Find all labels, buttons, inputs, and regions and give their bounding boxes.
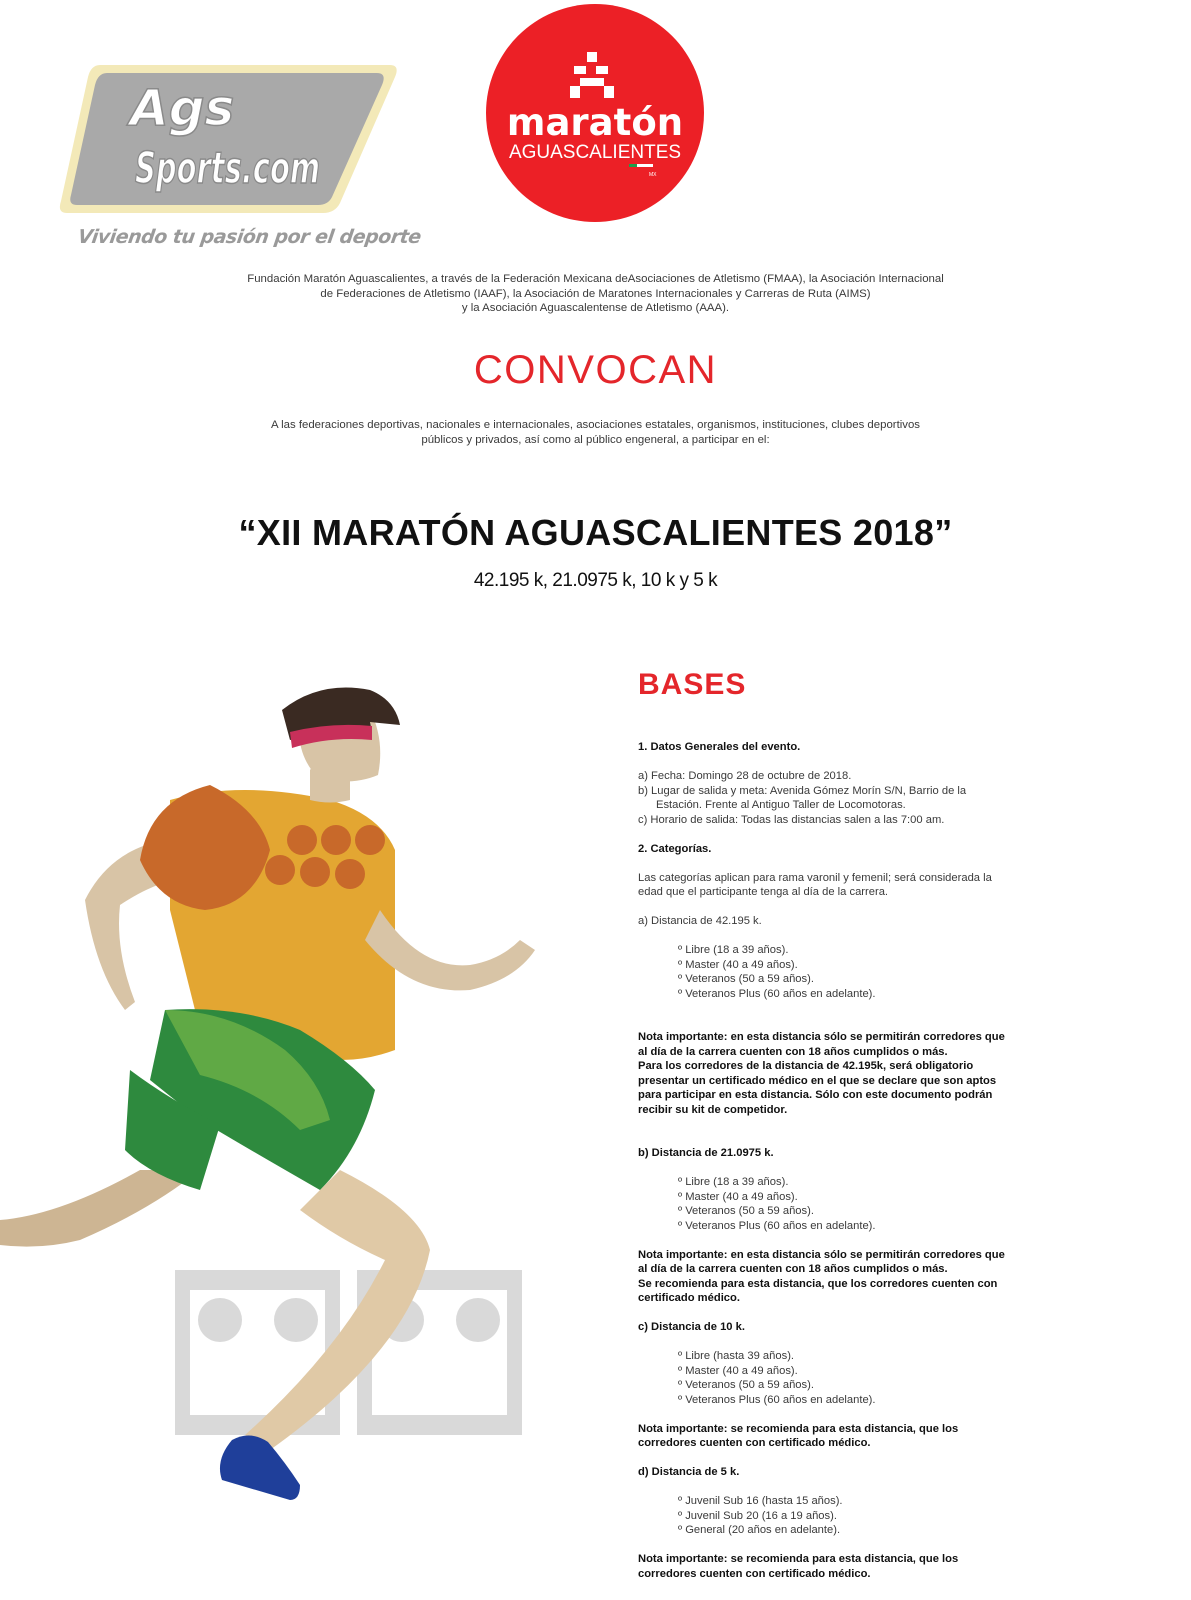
ags-logo-line1: Ags — [130, 79, 235, 137]
category-item: º Libre (18 a 39 años). — [678, 944, 789, 956]
note-line: al día de la carrera cuenten con 18 años cumplidos o más. — [638, 1045, 948, 1058]
invite-line: públicos y privados, así como al público engeneral, a participar en el: — [421, 433, 770, 446]
list-item: b) Lugar de salida y meta: Avenida Gómez Morín S/N, Barrio de la — [638, 784, 967, 797]
maraton-aguascalientes-logo — [484, 2, 706, 224]
note-line: para participar en esta distancia. Sólo con este documento podrán — [638, 1089, 993, 1101]
category-item: º Veteranos (50 a 59 años). — [678, 1379, 814, 1391]
note-line: al día de la carrera cuenten con 18 años cumplidos o más. — [638, 1263, 948, 1275]
note-line: corredores cuenten con certificado médico. — [638, 1567, 871, 1580]
maraton-mx: MX — [649, 172, 657, 178]
intro-line: Fundación Maratón Aguascalientes, a través de la Federación Mexicana deAsociaciones de Atletismo (FMAA), la Asociación Internacional — [247, 273, 944, 285]
distance-title: b) Distancia de 21.0975 k. — [638, 1147, 774, 1159]
category-item: º Master (40 a 49 años). — [678, 958, 798, 971]
category-item: º Master (40 a 49 años). — [678, 1364, 798, 1377]
bases-heading: BASES — [638, 668, 747, 701]
maraton-city: AGUASCALIENTES — [508, 142, 682, 163]
note-line: Nota importante: se recomienda para esta distancia, que los — [638, 1422, 959, 1435]
intro-line: de Federaciones de Atletismo (IAAF), la Asociación de Maratones Internacionales y Carreras de Ruta (AIMS) — [320, 287, 871, 300]
event-title: “XII MARATÓN AGUASCALIENTES 2018” — [238, 512, 953, 553]
intro-line: y la Asociación Aguascalentense de Atletismo (AAA). — [461, 302, 730, 314]
category-item: º Libre (hasta 39 años). — [678, 1350, 795, 1362]
note-line: certificado médico. — [638, 1292, 740, 1304]
category-item: º Veteranos Plus (60 años en adelante). — [678, 987, 876, 1000]
intro-text — [160, 272, 1031, 316]
invite-text — [160, 418, 1031, 447]
note-line: Nota importante: se recomienda para esta distancia, que los — [638, 1553, 959, 1565]
note-line: Nota importante: en esta distancia sólo se permitirán corredores que — [638, 1248, 1005, 1261]
category-item: º Juvenil Sub 16 (hasta 15 años). — [678, 1495, 843, 1507]
invite-line: A las federaciones deportivas, nacionales e internacionales, asociaciones estatales, organismos, instituciones, clubes deportivos — [270, 419, 920, 431]
maraton-word: maratón — [506, 101, 684, 144]
distance-title: a) Distancia de 42.195 k. — [638, 915, 762, 927]
category-item: º Libre (18 a 39 años). — [678, 1176, 789, 1188]
list-item: a) Fecha: Domingo 28 de octubre de 2018. — [638, 770, 852, 782]
distance-title: c) Distancia de 10 k. — [638, 1321, 745, 1333]
category-item: º Veteranos (50 a 59 años). — [678, 1205, 814, 1217]
note-line: presentar un certificado médico en el que se declare que son aptos — [638, 1074, 997, 1087]
ags-logo-line2: Sports.com — [135, 143, 320, 194]
note-line: Para los corredores de la distancia de 42.195k, será obligatorio — [638, 1060, 974, 1072]
paragraph: edad que el participante tenga al día de la carrera. — [638, 886, 889, 898]
paragraph: Las categorías aplican para rama varonil y femenil; será considerada la — [638, 871, 992, 884]
list-item: c) Horario de salida: Todas las distancias salen a las 7:00 am. — [638, 813, 945, 826]
category-item: º Veteranos (50 a 59 años). — [678, 973, 814, 985]
distance-title: d) Distancia de 5 k. — [638, 1466, 740, 1478]
ags-tagline: Viviendo tu pasión por el deporte — [76, 226, 423, 248]
category-item: º Veteranos Plus (60 años en adelante). — [678, 1219, 876, 1232]
agssports-logo — [55, 55, 400, 255]
bases-content — [638, 740, 1078, 1581]
category-item: º General (20 años en adelante). — [678, 1524, 841, 1536]
event-distances: 42.195 k, 21.0975 k, 10 k y 5 k — [473, 570, 718, 591]
category-item: º Juvenil Sub 20 (16 a 19 años). — [678, 1509, 837, 1522]
section-title: 2. Categorías. — [638, 842, 712, 855]
runner-illustration — [0, 650, 560, 1550]
section-title: 1. Datos Generales del evento. — [638, 741, 801, 753]
note-line: recibir su kit de competidor. — [638, 1103, 788, 1116]
note-line: Se recomienda para esta distancia, que los corredores cuenten con — [638, 1277, 998, 1290]
list-item: Estación. Frente al Antiguo Taller de Locomotoras. — [656, 799, 906, 811]
category-item: º Master (40 a 49 años). — [678, 1190, 798, 1203]
note-line: corredores cuenten con certificado médico. — [638, 1437, 871, 1449]
note-line: Nota importante: en esta distancia sólo se permitirán corredores que — [638, 1031, 1005, 1043]
category-item: º Veteranos Plus (60 años en adelante). — [678, 1393, 876, 1406]
convocan-heading: CONVOCAN — [473, 348, 718, 392]
